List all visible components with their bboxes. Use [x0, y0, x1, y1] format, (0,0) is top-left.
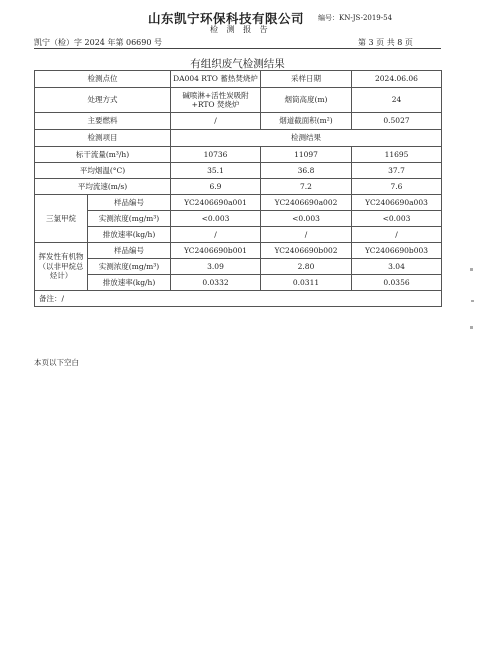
- table-row: [35, 71, 442, 88]
- flow-label: 标干流量(m³/h): [35, 147, 171, 163]
- item-header: 检测项目: [35, 130, 171, 147]
- sample-id: YC2406690b001: [171, 243, 261, 259]
- conc-value: <0.003: [352, 211, 442, 227]
- table-row: [35, 179, 442, 195]
- results-table: [34, 70, 442, 307]
- fuel-value: /: [171, 113, 261, 130]
- temp-value: 35.1: [171, 163, 261, 179]
- table-row: [35, 227, 442, 243]
- conc-value: <0.003: [261, 211, 352, 227]
- company-name: 山东凯宁环保科技有限公司: [148, 11, 305, 26]
- treatment-label: 处理方式: [35, 88, 171, 113]
- treatment-value: 碱喷淋+活性炭吸附+RTO 焚烧炉: [171, 88, 261, 113]
- header-divider: [34, 48, 441, 49]
- document-number: 编号：KN-JS-2019-54: [318, 14, 393, 22]
- rate-value: 0.0356: [352, 275, 442, 291]
- conc-value: 3.09: [171, 259, 261, 275]
- table-row: [35, 88, 442, 113]
- page-info: 第 3 页 共 8 页: [358, 38, 413, 47]
- velocity-label: 平均流速(m/s): [35, 179, 171, 195]
- table-row: [35, 211, 442, 227]
- table-row: [35, 147, 442, 163]
- table-title: 有组织废气检测结果: [190, 58, 285, 70]
- end-note: 本页以下空白: [34, 358, 79, 367]
- table-row: [35, 275, 442, 291]
- velocity-value: 6.9: [171, 179, 261, 195]
- scan-speck: [470, 326, 473, 329]
- table-row: [35, 113, 442, 130]
- sample-id: YC2406690b002: [261, 243, 352, 259]
- area-value: 0.5027: [352, 113, 442, 130]
- tce-name: 三氯甲烷: [35, 195, 88, 243]
- sample-id: YC2406690a002: [261, 195, 352, 211]
- height-label: 烟筒高度(m): [261, 88, 352, 113]
- table-row: [35, 163, 442, 179]
- date-label: 采样日期: [261, 71, 352, 88]
- rate-label: 排放速率(kg/h): [88, 275, 171, 291]
- point-value: DA004 RTO 蓄热焚烧炉: [171, 71, 261, 88]
- conc-value: 3.04: [352, 259, 442, 275]
- rate-value: 0.0332: [171, 275, 261, 291]
- scan-speck: [470, 268, 473, 271]
- scan-speck: [471, 300, 474, 302]
- sample-id: YC2406690a003: [352, 195, 442, 211]
- velocity-value: 7.6: [352, 179, 442, 195]
- result-header: 检测结果: [171, 130, 442, 147]
- table-row: [35, 195, 442, 211]
- temp-label: 平均烟温(°C): [35, 163, 171, 179]
- sample-id: YC2406690b003: [352, 243, 442, 259]
- table-row: [35, 259, 442, 275]
- table-row: [35, 130, 442, 147]
- height-value: 24: [352, 88, 442, 113]
- date-value: 2024.06.06: [352, 71, 442, 88]
- report-reference: 凯宁（检）字 2024 年第 06690 号: [34, 38, 162, 47]
- rate-label: 排放速率(kg/h): [88, 227, 171, 243]
- rate-value: /: [261, 227, 352, 243]
- rate-value: /: [352, 227, 442, 243]
- rate-value: 0.0311: [261, 275, 352, 291]
- rate-value: /: [171, 227, 261, 243]
- conc-value: 2.80: [261, 259, 352, 275]
- sample-id: YC2406690a001: [171, 195, 261, 211]
- fuel-label: 主要燃料: [35, 113, 171, 130]
- area-label: 烟道截面积(m²): [261, 113, 352, 130]
- temp-value: 37.7: [352, 163, 442, 179]
- point-label: 检测点位: [35, 71, 171, 88]
- sample-label: 样品编号: [88, 195, 171, 211]
- velocity-value: 7.2: [261, 179, 352, 195]
- sample-label: 样品编号: [88, 243, 171, 259]
- table-row: [35, 291, 442, 307]
- temp-value: 36.8: [261, 163, 352, 179]
- conc-label: 实测浓度(mg/m³): [88, 211, 171, 227]
- report-title: 检 测 报 告: [210, 25, 271, 34]
- conc-value: <0.003: [171, 211, 261, 227]
- flow-value: 11097: [261, 147, 352, 163]
- voc-name: 挥发性有机物（以非甲烷总烃计）: [35, 243, 88, 291]
- conc-label: 实测浓度(mg/m³): [88, 259, 171, 275]
- flow-value: 11695: [352, 147, 442, 163]
- table-row: [35, 243, 442, 259]
- remark: 备注：/: [35, 291, 442, 307]
- flow-value: 10736: [171, 147, 261, 163]
